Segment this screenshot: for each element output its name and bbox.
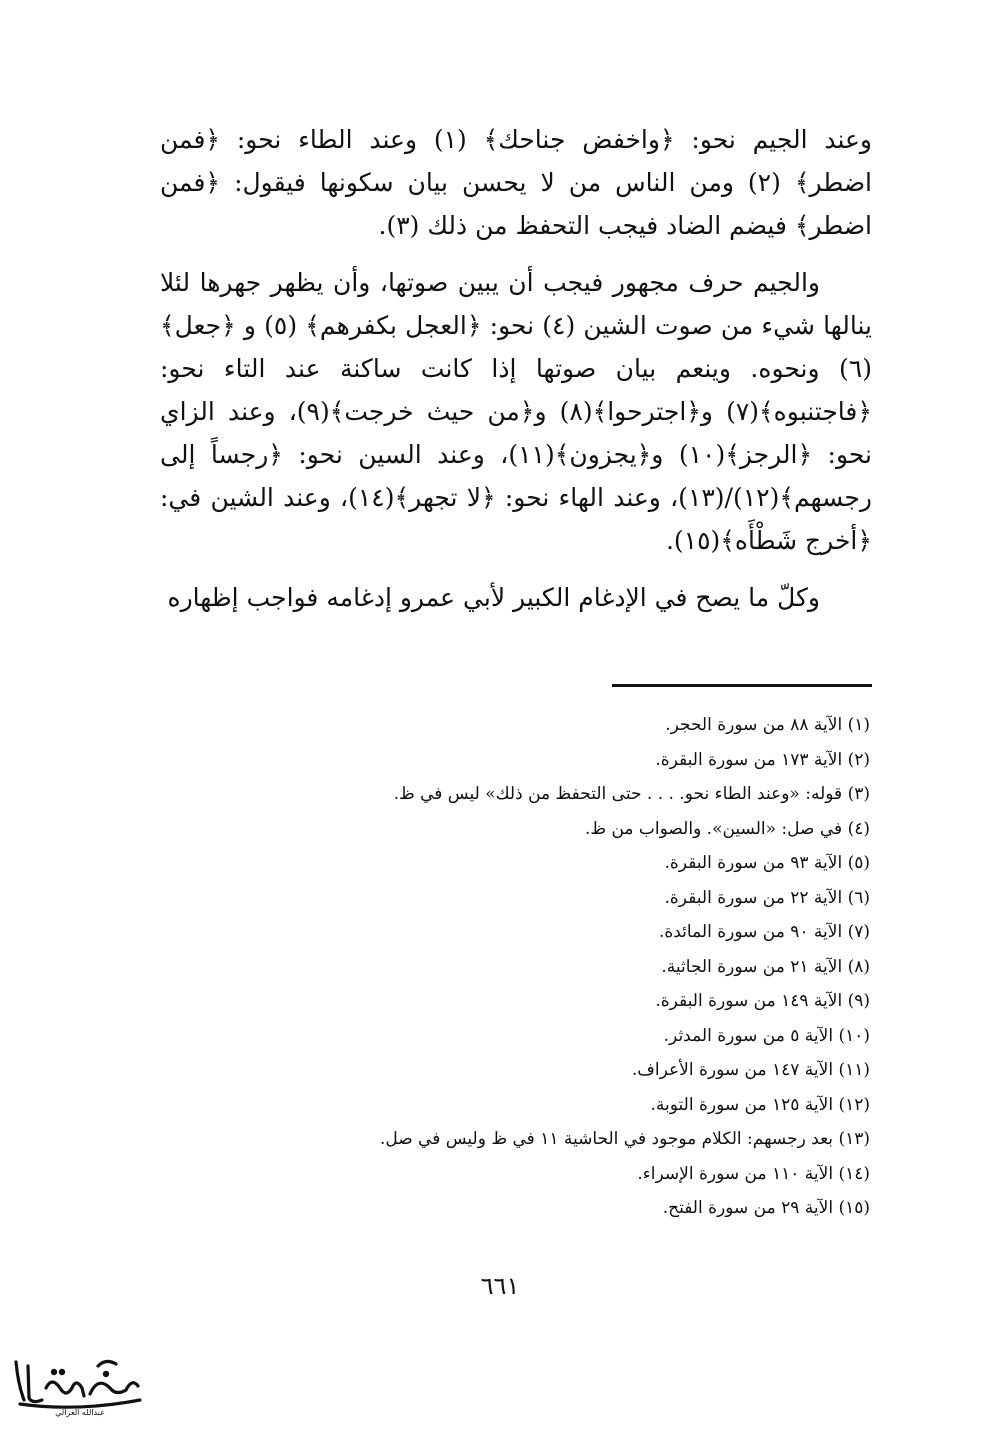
paragraph-3: وكلّ ما يصح في الإدغام الكبير لأبي عمرو إدغامه فواجب إظهاره [167, 583, 820, 612]
main-text [160, 118, 872, 633]
logo-subtext: عبدالله الغزالي [55, 1408, 105, 1417]
paragraph-2: والجيم حرف مجهور فيجب أن يبين صوتها، وأن يظهر جهرها لئلا ينالها شيء من صوت الشين (٤) نحو: ﴿العجل بكفرهم﴾ (٥) و ﴿جعل﴾ (٦) ونحوه. وينعم بيان صوتها إذا كانت ساكنة عند التاء نحو: ﴿فاجتنبوه﴾(٧) و﴿اجترحوا﴾(٨) و﴿من حيث خرجت﴾(٩)، وعند الزاي نحو: ﴿الرجز﴾(١٠) و﴿يجزون﴾(١١)، وعند السين نحو: ﴿رجساً إلى رجسهم﴾(١٢)/(١٣)، وعند الهاء نحو: ﴿لا تجهر﴾(١٤)، وعند الشين في: ﴿أخرج شَطْأَه﴾(١٥). [160, 268, 872, 555]
footnote-2: (٢) الآية ١٧٣ من سورة البقرة. [655, 749, 870, 770]
calligraphy-logo-icon [6, 1348, 146, 1418]
footnote-5: (٥) الآية ٩٣ من سورة البقرة. [664, 853, 870, 873]
footnote-15: (١٥) الآية ٢٩ من سورة الفتح. [662, 1198, 870, 1218]
footnote-13: (١٣) بعد رجسهم: الكلام موجود في الحاشية ١١ في ظ وليس في صل. [379, 1129, 870, 1149]
footnotes-list [200, 708, 870, 1226]
footnote-12: (١٢) الآية ١٢٥ من سورة التوبة. [650, 1094, 870, 1115]
footnote-4: (٤) في صل: «السين». والصواب من ظ. [584, 818, 870, 839]
footnote-11: (١١) الآية ١٤٧ من سورة الأعراف. [631, 1060, 870, 1080]
footnote-1: (١) الآية ٨٨ من سورة الحجر. [665, 715, 870, 735]
paragraph-1: وعند الجيم نحو: ﴿واخفض جناحك﴾ (١) وعند الطاء نحو: ﴿فمن اضطر﴾ (٢) ومن الناس من لا يحسن بيان سكونها فيقول: ﴿فمن اضطر﴾ فيضم الضاد فيجب التحفظ من ذلك (٣). [160, 125, 872, 240]
footnote-8: (٨) الآية ٢١ من سورة الجاثية. [661, 956, 870, 977]
footnote-divider [612, 684, 872, 687]
footnote-7: (٧) الآية ٩٠ من سورة المائدة. [658, 922, 870, 942]
footnote-3: (٣) قوله: «وعند الطاء نحو. . . . حتى التحفظ من ذلك» ليس في ظ. [393, 784, 870, 804]
footnote-9: (٩) الآية ١٤٩ من سورة البقرة. [655, 991, 870, 1011]
footnote-10: (١٠) الآية ٥ من سورة المدثر. [663, 1025, 870, 1046]
footnote-6: (٦) الآية ٢٢ من سورة البقرة. [664, 887, 870, 908]
page-number: ٦٦١ [480, 1272, 520, 1300]
footnote-14: (١٤) الآية ١١٠ من سورة الإسراء. [637, 1163, 870, 1184]
